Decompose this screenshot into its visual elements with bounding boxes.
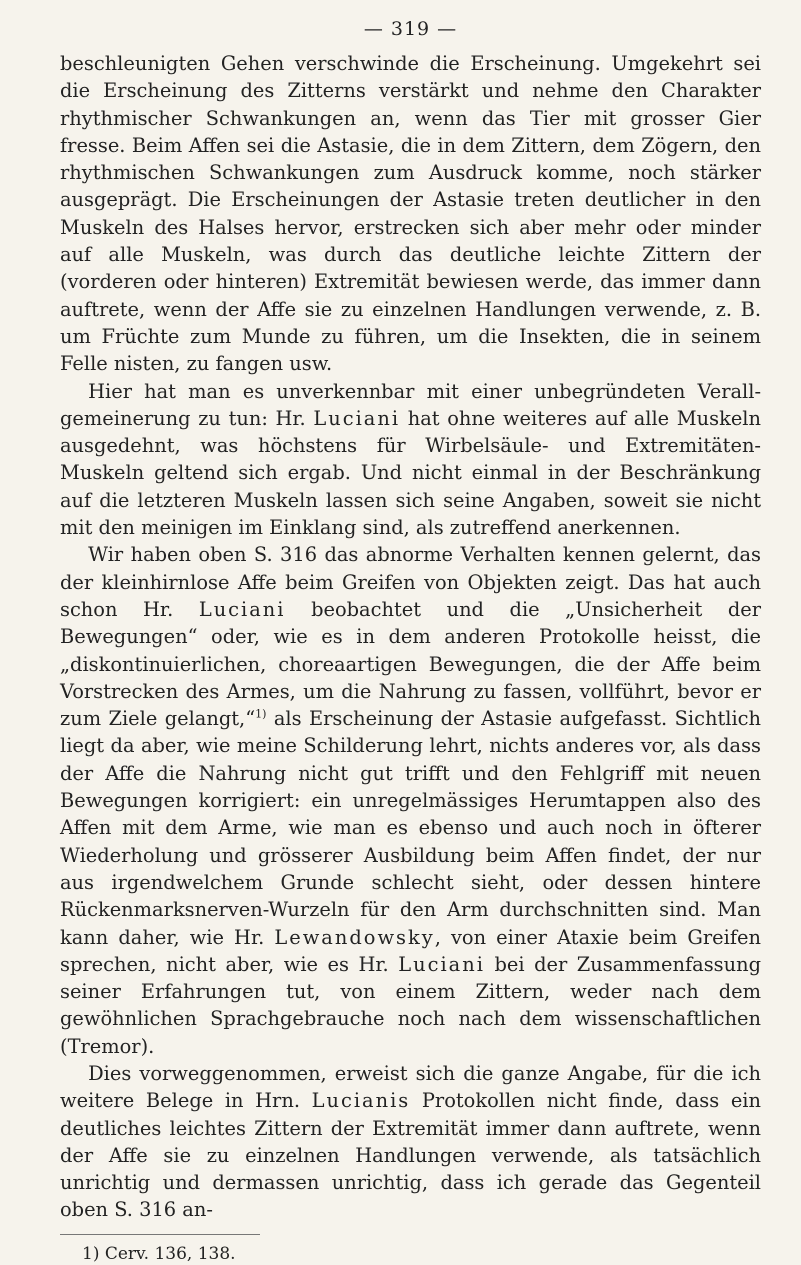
author-name: Lucianis: [311, 1089, 411, 1113]
text-run: Wir haben oben S. 316 das abnorme Verhalten kennen gelernt, das der kleinhirnlose Affe beim Greifen von Objekten zeigt. Das hat auch schon Hr.: [60, 543, 761, 621]
author-name: Luciani: [398, 952, 485, 976]
footnote: [60, 1243, 761, 1265]
author-name: Lewandowsky: [274, 925, 435, 949]
body-text: [60, 50, 761, 1224]
paragraph: [60, 378, 761, 542]
text-run: als Erscheinung der Astasie aufgefasst. Sichtlich liegt da aber, wie meine Schilderung lehrt, nichts anderes vor, als dass der Affe die Nahrung nicht gut trifft und den Fehlgriff mit neuen Bewegungen korrigiert: ein unregelmässiges Herumtappen also des Affen mit dem Arme, wie man es ebenso und auch noch in öfterer Wiederholung und grösserer Ausbildung beim Affen findet, der nur aus irgendwelchem Grunde schlecht sieht, oder dessen hintere Rückenmarksnerven-Wurzeln für den Arm durchschnitten sind. Man kann daher, wie Hr.: [60, 707, 761, 949]
text-run: , von einer Ataxie beim Greifen sprechen, nicht aber, wie es Hr.: [60, 925, 761, 976]
page-number: — 319 —: [363, 18, 458, 40]
text-run: Hier hat man es unverkennbar mit einer unbegründeten Verallgemeinerung zu tun: Hr.: [60, 379, 761, 430]
paragraph: [60, 541, 761, 1060]
footnote-text: Cerv. 136, 138.: [104, 1243, 236, 1264]
text-run: beschleunigten Gehen verschwinde die Erscheinung. Umgekehrt sei die Erscheinung des Zitterns verstärkt und nehme den Charakter rhythmischer Schwankungen an, wenn das Tier mit grosser Gier fresse. Beim Affen sei die Astasie, die in dem Zittern, dem Zögern, den rhythmischen Schwankungen zum Ausdruck komme, noch stärker ausgeprägt. Die Erscheinungen der Astasie treten deutlicher in den Muskeln des Halses hervor, erstrecken sich aber mehr oder minder auf alle Muskeln, was durch das deutliche leichte Zittern der (vorderen oder hinteren) Extremität bewiesen werde, das immer dann auftrete, wenn der Affe sie zu einzelnen Handlungen verwende, z. B. um Früchte zum Munde zu führen, um die Insekten, die in seinem Felle nisten, zu fangen usw.: [60, 52, 761, 376]
text-run: beobachtet und die „Unsicherheit der Bewegungen“ oder, wie es in dem anderen Protokolle heisst, die „diskontinuierlichen, choreaartigen Bewegungen, die der Affe beim Vorstrecken des Armes, um die Nahrung zu fassen, vollführt, bevor er zum Ziele gelangt,“: [60, 597, 761, 731]
footnote-divider: [60, 1234, 260, 1235]
text-run: Dies vorweggenommen, erweist sich die ganze Angabe, für die ich weitere Belege in Hrn.: [60, 1061, 761, 1113]
author-name: Luciani: [313, 406, 401, 430]
paragraph: [60, 1060, 761, 1224]
paragraph: [60, 50, 761, 378]
footnote-reference: 1): [255, 707, 267, 721]
author-name: Luciani: [198, 597, 286, 621]
text-run: Protokollen nicht finde, dass ein deutliches leichtes Zittern der Extremität immer dann auftrete, wenn der Affe sie zu einzelnen Handlungen verwende, als tatsächlich unrichtig und dermassen unrichtig, dass ich gerade das Gegenteil oben S. 316 an-: [60, 1089, 761, 1222]
text-run: hat ohne weiteres auf alle Muskeln ausgedehnt, was höchstens für Wirbelsäule- und Extremitäten-Muskeln geltend sich ergab. Und nicht einmal in der Beschränkung auf die letzteren Muskeln lassen sich seine Angaben, soweit sie nicht mit den meinigen im Einklang sind, als zutreffend anerkennen.: [60, 406, 762, 540]
footnote-marker: 1): [82, 1243, 100, 1264]
text-run: bei der Zusammenfassung seiner Erfahrungen tut, von einem Zittern, weder nach dem gewöhnlichen Sprachgebrauche noch nach dem wissenschaftlichen (Tremor).: [60, 952, 762, 1058]
